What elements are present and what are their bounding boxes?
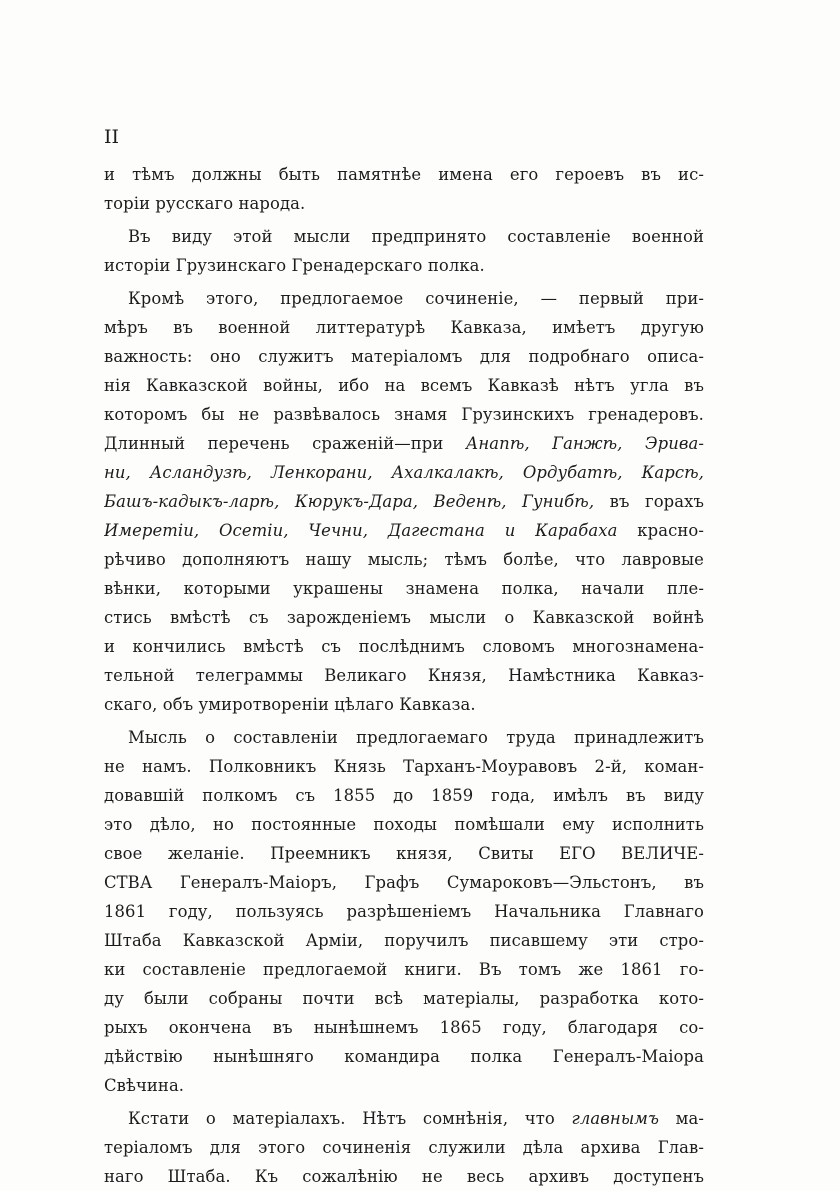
text-line: ки составленіе предлогаемой книги. Въ томъ же 1861 го- (104, 960, 704, 979)
text-line: 1861 году, пользуясь разрѣшеніемъ Начальника Главнаго (104, 902, 704, 921)
text-line: стись вмѣстѣ съ зарожденіемъ мысли о Кавказской войнѣ (104, 608, 704, 627)
text-line: Свѣчина. (104, 1076, 185, 1095)
text-line: СТВА Генералъ-Маіоръ, Графъ Сумароковъ—Эльстонъ, въ (104, 873, 704, 892)
text-line: ду были собраны почти всѣ матеріалы, разработка кото- (104, 989, 704, 1008)
text-line: Мысль о составленіи предлогаемаго труда принадлежитъ (128, 728, 704, 747)
page-number: II (104, 126, 120, 148)
text-line: которомъ бы не развѣвалось знамя Грузинскихъ гренадеровъ. (104, 405, 704, 424)
text-line: тельной телеграммы Великаго Князя, Намѣстника Кавказ- (104, 666, 704, 685)
text-line: и тѣмъ должны быть памятнѣе имена его героевъ въ ис- (104, 165, 704, 184)
text-line: Кромѣ этого, предлогаемое сочиненіе, — первый при- (128, 289, 704, 308)
text-line: теріаломъ для этого сочиненія служили дѣла архива Глав- (104, 1138, 704, 1157)
text-line: исторіи Грузинскаго Гренадерскаго полка. (104, 256, 485, 275)
text-line: мѣръ въ военной литтературѣ Кавказа, имѣетъ другую (104, 318, 704, 337)
text-line: не намъ. Полковникъ Князь Тарханъ-Моуравовъ 2-й, коман- (104, 757, 704, 776)
text-line: Длинный перечень сраженій—при Анапѣ, Ганжѣ, Эрива- (104, 434, 704, 453)
text-line: Кстати о матеріалахъ. Нѣтъ сомнѣнія, что главнымъ ма- (128, 1109, 704, 1128)
text-line: Въ виду этой мысли предпринято составленіе военной (128, 227, 704, 246)
text-line: скаго, объ умиротвореніи цѣлаго Кавказа. (104, 695, 476, 714)
text-line: Штаба Кавказской Арміи, поручилъ писавшему эти стро- (104, 931, 704, 950)
text-line: Имеретіи, Осетіи, Чечни, Дагестана и Карабаха красно- (104, 521, 704, 540)
text-line: ни, Асландузѣ, Ленкорани, Ахалкалакѣ, Ордубатѣ, Карсѣ, (104, 463, 704, 482)
text-line: наго Штаба. Къ сожалѣнію не весь архивъ доступенъ (104, 1167, 704, 1186)
text-line: важность: оно служитъ матеріаломъ для подробнаго описа- (104, 347, 704, 366)
text-line: и кончились вмѣстѣ съ послѣднимъ словомъ многознамена- (104, 637, 704, 656)
text-line: торіи русскаго народа. (104, 194, 306, 213)
text-line: свое желаніе. Преемникъ князя, Свиты ЕГО ВЕЛИЧЕ- (104, 844, 704, 863)
text-line: рыхъ окончена въ нынѣшнемъ 1865 году, благодаря со- (104, 1018, 704, 1037)
text-line: довавшій полкомъ съ 1855 до 1859 года, имѣлъ въ виду (104, 786, 704, 805)
text-line: это дѣло, но постоянные походы помѣшали ему исполнить (104, 815, 704, 834)
text-line: дѣйствію нынѣшняго командира полка Генералъ-Маіора (104, 1047, 704, 1066)
text-line: Башъ-кадыкъ-ларѣ, Кюрукъ-Дара, Веденѣ, Гунибѣ, въ горахъ (104, 492, 704, 511)
text-line: нія Кавказской войны, ибо на всемъ Кавказѣ нѣтъ угла въ (104, 376, 704, 395)
text-line: вѣнки, которыми украшены знамена полка, начали пле- (104, 579, 704, 598)
text-line: рѣчиво дополняютъ нашу мысль; тѣмъ болѣе, что лавровые (104, 550, 704, 569)
body-text (104, 160, 704, 1191)
